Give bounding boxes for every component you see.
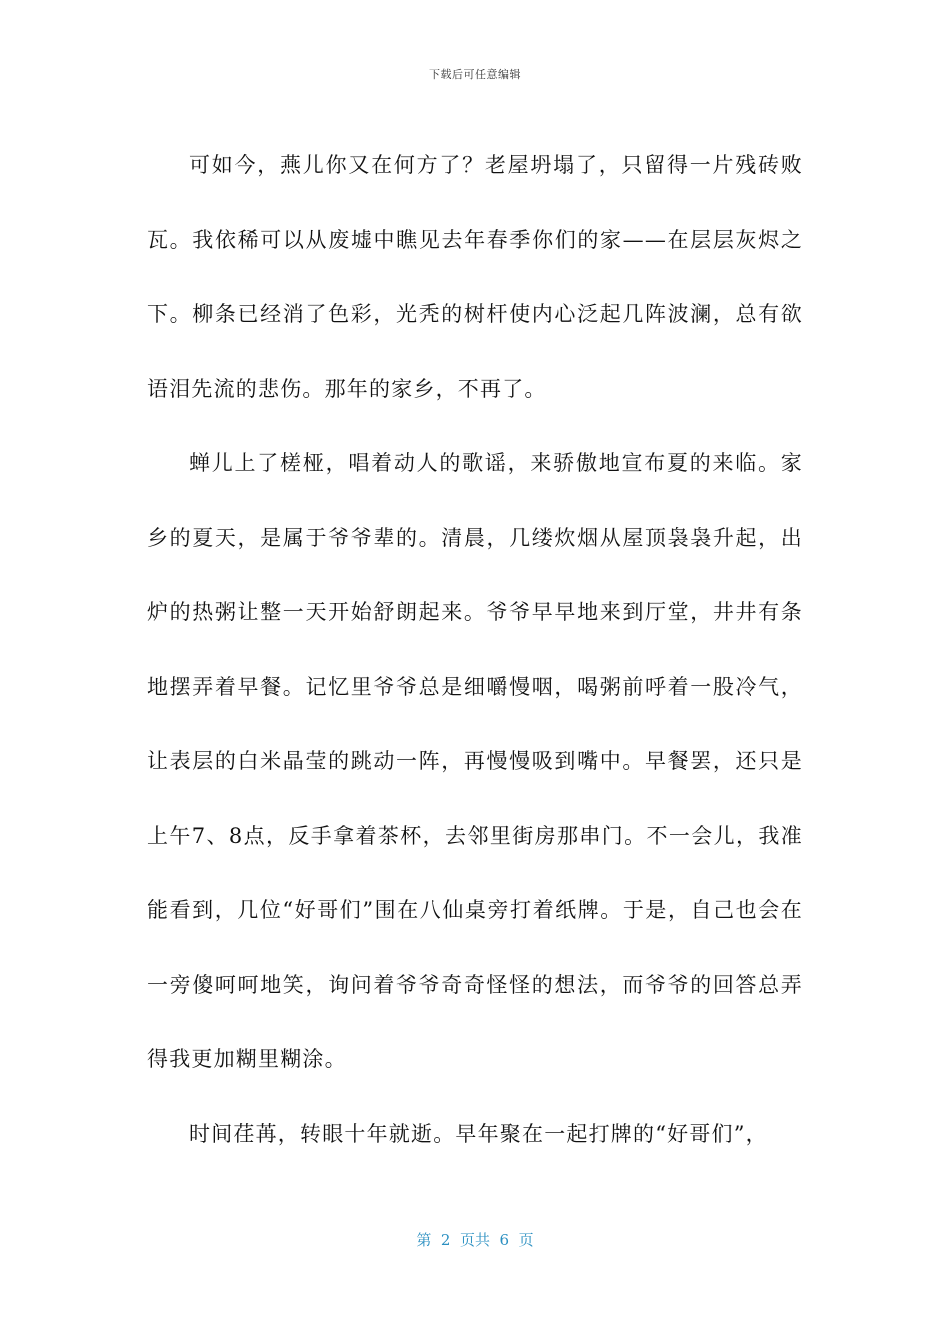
paragraph-2: 蝉儿上了槎桠，唱着动人的歌谣，来骄傲地宣布夏的来临。家乡的夏天，是属于爷爷辈的。清晨，几缕炊烟从屋顶袅袅升起，出炉的热粥让整一天开始舒朗起来。爷爷早早地来到厅堂，井井有条地摆弄着早餐。记忆里爷爷总是细嚼慢咽，喝粥前呼着一股冷气，让表层的白米晶莹的跳动一阵，再慢慢吸到嘴中。早餐罢，还只是上午7、8点，反手拿着茶杯，去邻里街房那串门。不一会儿，我准能看到，几位“好哥们”围在八仙桌旁打着纸牌。于是，自己也会在一旁傻呵呵地笑，询问着爷爷奇奇怪怪的想法，而爷爷的回答总弄得我更加糊里糊涂。	[147, 451, 803, 1071]
document-body	[147, 128, 803, 1171]
paragraph-1: 可如今，燕儿你又在何方了？老屋坍塌了，只留得一片残砖败瓦。我依稀可以从废墟中瞧见去年春季你们的家——在层层灰烬之下。柳条已经消了色彩，光秃的树杆使内心泛起几阵波澜，总有欲语泪先流的悲伤。那年的家乡，不再了。	[147, 153, 803, 401]
page-footer: 第 2 页共 6 页	[416, 1231, 534, 1249]
page-header: 下载后可任意编辑	[429, 68, 521, 81]
paragraph-3: 时间荏苒，转眼十年就逝。早年聚在一起打牌的“好哥们”，	[189, 1121, 768, 1146]
